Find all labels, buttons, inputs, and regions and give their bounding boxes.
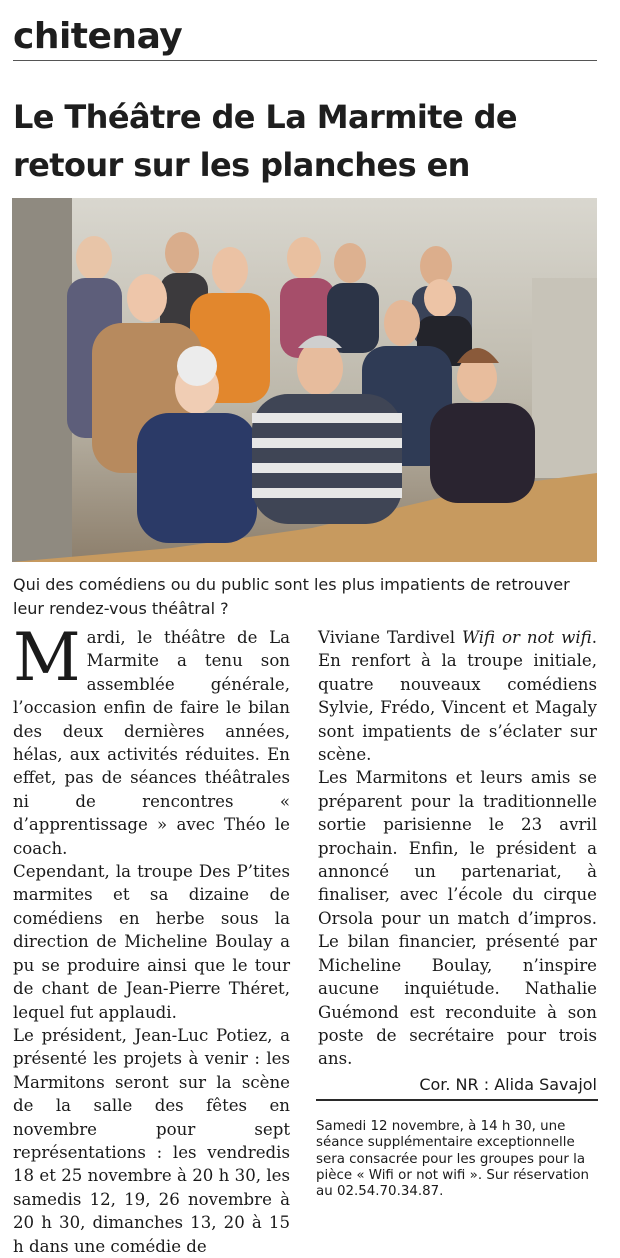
article-column-1 [13, 619, 290, 1258]
byline: Cor. NR : Alida Savajol [419, 1074, 597, 1094]
section-title: chitenay [13, 16, 183, 57]
paragraph-1-text: ardi, le théâtre de La Marmite a tenu son assemblée générale, l’occasion enfin de faire le bilan des deux dernières années, hélas, aux activités réduites. En effet, pas de séances théâtrales ni de rencontres « d’apprentissage » avec Théo le coach. [13, 628, 290, 858]
article-column-2 [318, 626, 597, 1096]
author-name: Viviane Tardivel [318, 628, 456, 647]
section-header [13, 14, 597, 61]
paragraph-4: Les Marmitons et leurs amis se préparent pour la traditionnelle sortie parisienne le 23 avril prochain. Enfin, le président a annoncé un partenariat, à finaliser, avec l’école du cirque Orsola pour un match d’impros. Le bilan financier, présenté par Micheline Boulay, n’inspire aucune inquiétude. Nathalie Guémond est reconduite à son poste de secrétaire pour trois ans. [318, 768, 597, 1069]
info-box [316, 1099, 598, 1200]
photo-caption: Qui des comédiens ou du public sont les plus impatients de retrouver leur rendez-vous théâtral ? [13, 575, 570, 618]
headline: Le Théâtre de La Marmite de retour sur les planches en [13, 98, 518, 184]
drop-cap: M [13, 619, 81, 696]
paragraph-3-continued [318, 626, 597, 766]
paragraph-3-continued-text: . En renfort à la troupe initiale, quatre nouveaux comédiens Sylvie, Frédo, Vincent et Magaly sont impatients de s’éclater sur scène. [318, 628, 597, 765]
paragraph-3: Le président, Jean-Luc Potiez, a présenté les projets à venir : les Marmitons seront sur la scène de la salle des fêtes en novembre pour sept représentations : les vendredis 18 et 25 novembre à 20 h 30, les samedis 12, 19, 26 novembre à 20 h 30, dimanches 13, 20 à 15 h dans une comédie de [13, 1025, 290, 1256]
paragraph-2: Cependant, la troupe Des P’tites marmites et sa dizaine de comédiens en herbe sous la direction de Micheline Boulay a pu se produire ainsi que le tour de chant de Jean-Pierre Théret, lequel fut applaudi. [13, 862, 290, 1022]
play-title: Wifi or not wifi [461, 628, 592, 647]
info-box-text: Samedi 12 novembre, à 14 h 30, une séance supplémentaire exceptionnelle sera consacrée pour les groupes pour la pièce « Wifi or not wifi ». Sur réservation au 02.54.70.34.87. [316, 1119, 590, 1200]
group-photo-illustration [12, 198, 597, 562]
paragraph-1 [13, 619, 290, 860]
article-photo [12, 198, 597, 562]
